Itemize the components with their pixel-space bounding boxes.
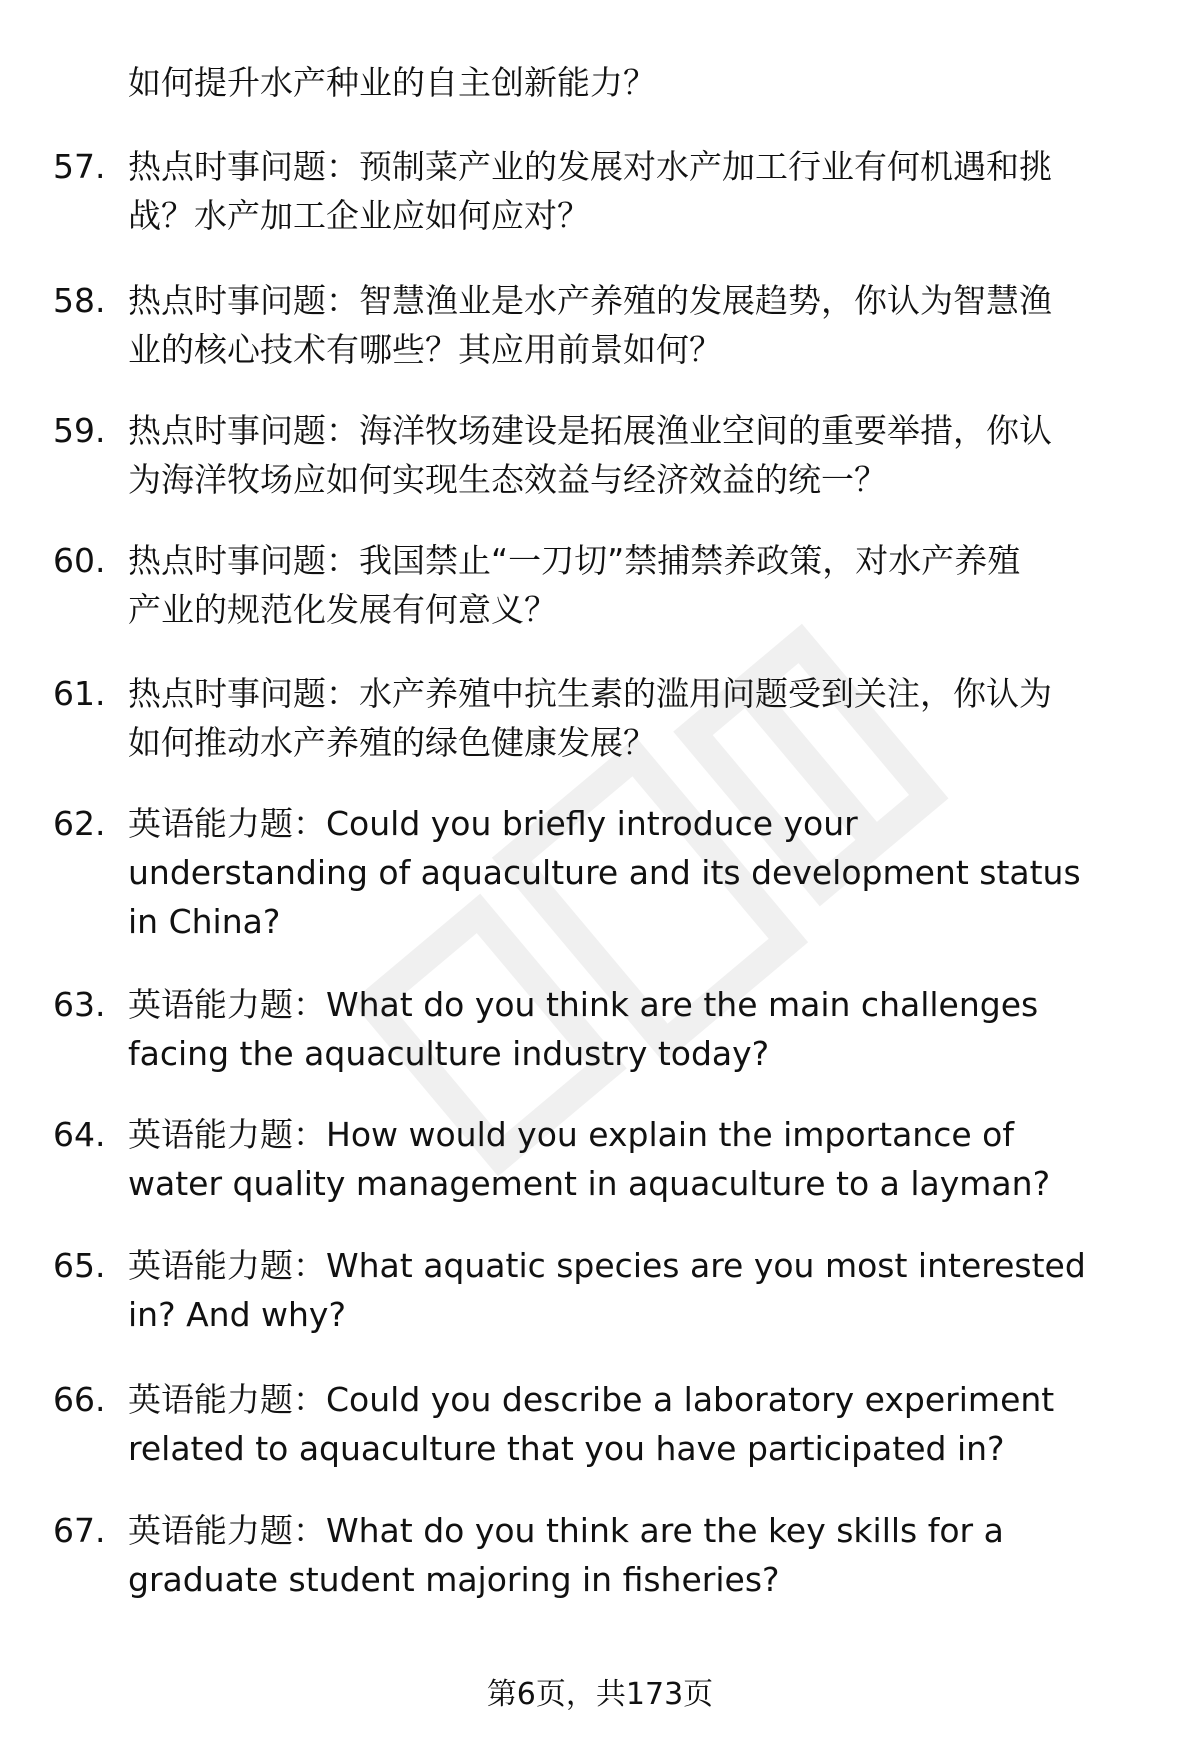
question-text-line: 热点时事问题：预制菜产业的发展对水产加工行业有何机遇和挑 bbox=[128, 147, 1052, 186]
question-text-line: in China? bbox=[128, 902, 281, 941]
question-text-line: 热点时事问题：我国禁止“一刀切”禁捕禁养政策，对水产养殖 bbox=[128, 541, 1021, 580]
question-number: 63. bbox=[53, 985, 106, 1024]
question-text-line: 英语能力题：How would you explain the importance of bbox=[128, 1115, 1014, 1154]
question-text-line: 战？水产加工企业应如何应对？ bbox=[128, 196, 590, 235]
question-text-line: 热点时事问题：海洋牧场建设是拓展渔业空间的重要举措，你认 bbox=[128, 411, 1052, 450]
question-text-line: 为海洋牧场应如何实现生态效益与经济效益的统一？ bbox=[128, 460, 887, 499]
question-number: 65. bbox=[53, 1246, 106, 1285]
question-number: 64. bbox=[53, 1115, 106, 1154]
question-text-line: facing the aquaculture industry today? bbox=[128, 1034, 770, 1073]
question-text-line: in? And why? bbox=[128, 1295, 346, 1334]
question-text-line: understanding of aquaculture and its development status bbox=[128, 853, 1081, 892]
question-text-line: 产业的规范化发展有何意义？ bbox=[128, 590, 557, 629]
question-number: 67. bbox=[53, 1511, 106, 1550]
question-text-line: 英语能力题：Could you describe a laboratory experiment bbox=[128, 1380, 1055, 1419]
question-text-line: water quality management in aquaculture to a layman? bbox=[128, 1164, 1051, 1203]
question-text-line: related to aquaculture that you have participated in? bbox=[128, 1429, 1005, 1468]
question-text-line: 英语能力题：What do you think are the key skills for a bbox=[128, 1511, 1004, 1550]
page-number: 第6页，共173页 bbox=[486, 1677, 714, 1712]
question-text-line: 英语能力题：Could you briefly introduce your bbox=[128, 804, 858, 843]
question-text-line: graduate student majoring in fisheries? bbox=[128, 1560, 780, 1599]
question-number: 60. bbox=[53, 541, 106, 580]
question-number: 66. bbox=[53, 1380, 106, 1419]
question-text-line: 热点时事问题：水产养殖中抗生素的滥用问题受到关注，你认为 bbox=[128, 674, 1052, 713]
question-number: 61. bbox=[53, 674, 106, 713]
question-number: 59. bbox=[53, 411, 106, 450]
question-continuation-line: 如何提升水产种业的自主创新能力？ bbox=[128, 63, 656, 102]
question-text-line: 英语能力题：What aquatic species are you most interested bbox=[128, 1246, 1086, 1285]
question-text-line: 业的核心技术有哪些？其应用前景如何？ bbox=[128, 330, 722, 369]
question-text-line: 热点时事问题：智慧渔业是水产养殖的发展趋势，你认为智慧渔 bbox=[128, 281, 1052, 320]
question-number: 58. bbox=[53, 281, 106, 320]
question-number: 62. bbox=[53, 804, 106, 843]
question-text-line: 英语能力题：What do you think are the main challenges bbox=[128, 985, 1039, 1024]
question-number: 57. bbox=[53, 147, 106, 186]
question-text-line: 如何推动水产养殖的绿色健康发展？ bbox=[128, 723, 656, 762]
